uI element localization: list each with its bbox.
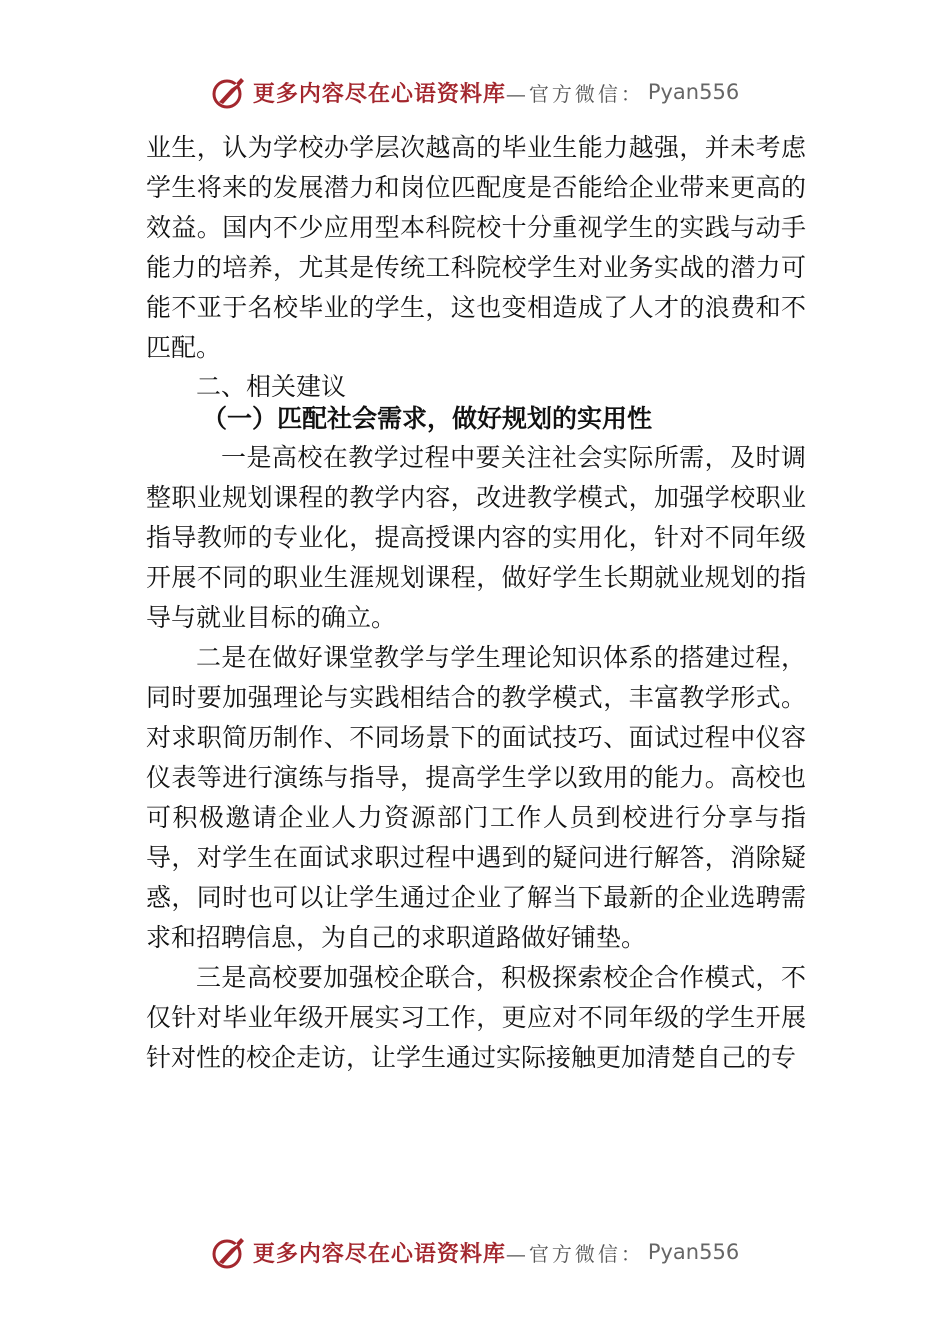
footer-wechat-id: Pyan556	[647, 1240, 740, 1264]
subsection-heading: （一）匹配社会需求，做好规划的实用性	[202, 404, 653, 433]
footer-sub: —官方微信：	[505, 1241, 644, 1266]
quill-logo-icon	[211, 1234, 247, 1270]
quill-logo-icon	[211, 74, 247, 110]
header-brand: 更多内容尽在心语资料库	[252, 80, 506, 107]
paragraph-2: 二是在做好课堂教学与学生理论知识体系的搭建过程，同时要加强理论与实践相结合的教学模式，丰富教学形式。对求职简历制作、不同场景下的面试技巧、面试过程中仪容仪表等进行演练与指导，提高学生学以致用的能力。高校也可积极邀请企业人力资源部门工作人员到校进行分享与指导，对学生在面试求职过程中遇到的疑问进行解答，消除疑惑，同时也可以让学生通过企业了解当下最新的企业选聘需求和招聘信息，为自己的求职道路做好铺垫。	[146, 643, 806, 952]
paragraph-1: 一是高校在教学过程中要关注社会实际所需，及时调整职业规划课程的教学内容，改进教学模式，加强学校职业指导教师的专业化，提高授课内容的实用化，针对不同年级开展不同的职业生涯规划课程，做好学生长期就业规划的指导与就业目标的确立。	[146, 443, 806, 632]
footer-brand: 更多内容尽在心语资料库	[252, 1240, 506, 1267]
header-sub: —官方微信：	[505, 81, 644, 106]
paragraph-intro: 业生，认为学校办学层次越高的毕业生能力越强，并未考虑学生将来的发展潜力和岗位匹配度是否能给企业带来更高的效益。国内不少应用型本科院校十分重视学生的实践与动手能力的培养，尤其是传统工科院校学生对业务实战的潜力可能不亚于名校毕业的学生，这也变相造成了人才的浪费和不匹配。	[146, 133, 806, 362]
section-heading: 二、相关建议	[196, 372, 347, 401]
header-banner	[0, 72, 950, 112]
header-wechat-id: Pyan556	[647, 80, 740, 104]
footer-banner	[0, 1232, 950, 1272]
paragraph-3: 三是高校要加强校企联合，积极探索校企合作模式，不仅针对毕业年级开展实习工作，更应对不同年级的学生开展针对性的校企走访，让学生通过实际接触更加清楚自己的专	[146, 963, 806, 1072]
document-body	[146, 128, 806, 1078]
